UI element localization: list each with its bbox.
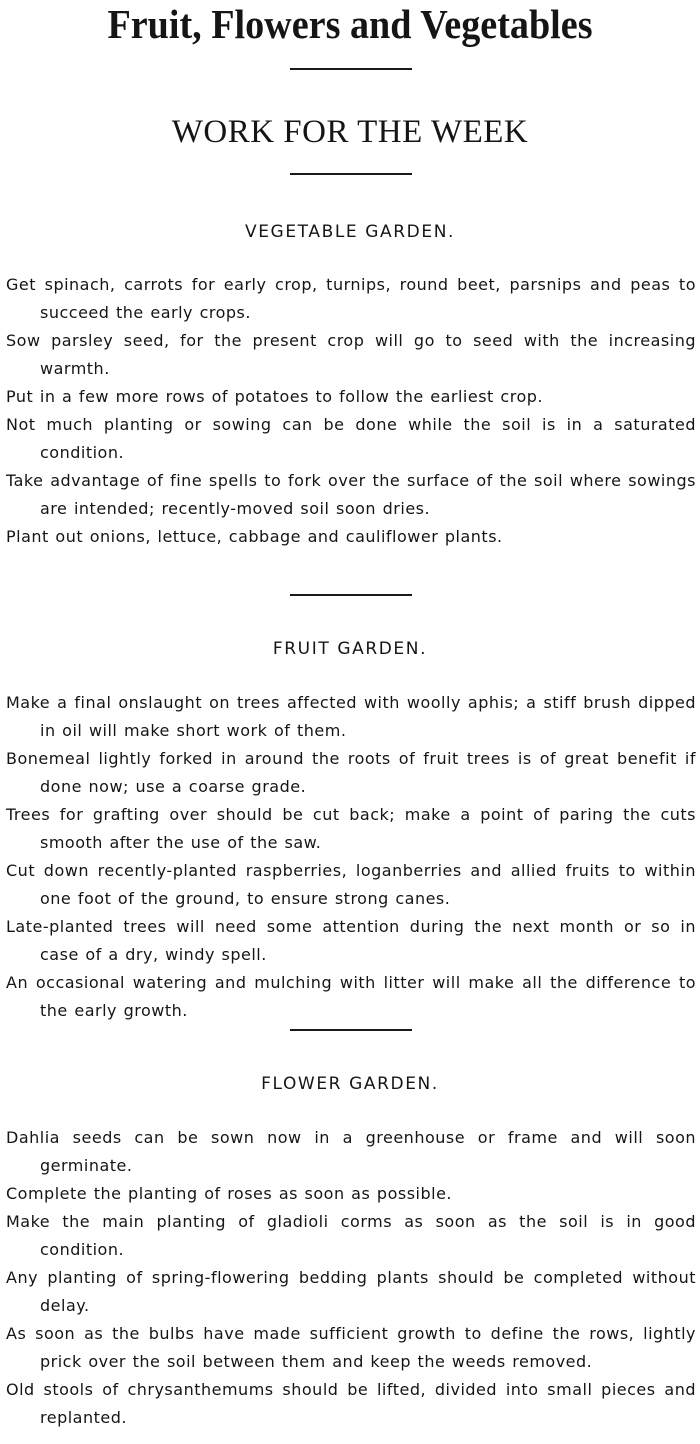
flower-garden-list [6,1124,696,1432]
section-divider [290,594,412,596]
page-title: Fruit, Flowers and Vegetables [107,1,593,47]
list-item: Get spinach, carrots for early crop, turnips, round beet, parsnips and peas to succeed the early crops. [6,275,696,322]
list-item: An occasional watering and mulching with litter will make all the difference to the early growth. [6,973,696,1020]
list-item: Any planting of spring-flowering bedding plants should be completed without delay. [6,1268,696,1315]
list-item: Take advantage of fine spells to fork over the surface of the soil where sowings are intended; recently-moved soil soon dries. [6,471,696,518]
list-item: Complete the planting of roses as soon as possible. [6,1184,452,1203]
list-item: Late-planted trees will need some attention during the next month or so in case of a dry, windy spell. [6,917,696,964]
list-item: Plant out onions, lettuce, cabbage and cauliflower plants. [6,527,503,546]
fruit-garden-list [6,689,696,1025]
section-heading-flower-garden: FLOWER GARDEN. [261,1074,439,1094]
list-item: Old stools of chrysanthemums should be lifted, divided into small pieces and replanted. [6,1380,696,1427]
list-item: As soon as the bulbs have made sufficient growth to define the rows, lightly prick over the soil between them and keep the weeds removed. [6,1324,696,1371]
list-item: Put in a few more rows of potatoes to follow the earliest crop. [6,387,543,406]
list-item: Bonemeal lightly forked in around the roots of fruit trees is of great benefit if done now; use a coarse grade. [6,749,696,796]
list-item: Trees for grafting over should be cut back; make a point of paring the cuts smooth after the use of the saw. [6,805,696,852]
section-heading-fruit-garden: FRUIT GARDEN. [272,639,428,659]
section-heading-vegetable-garden: VEGETABLE GARDEN. [244,222,456,242]
list-item: Make a final onslaught on trees affected with woolly aphis; a stiff brush dipped in oil will make short work of them. [6,693,696,740]
vegetable-garden-list [6,271,696,551]
page-subtitle: WORK FOR THE WEEK [171,114,529,150]
title-divider [290,68,412,70]
list-item: Dahlia seeds can be sown now in a greenhouse or frame and will soon germinate. [6,1128,696,1175]
list-item: Cut down recently-planted raspberries, loganberries and allied fruits to within one foot of the ground, to ensure strong canes. [6,861,696,908]
list-item: Make the main planting of gladioli corms as soon as the soil is in good condition. [6,1212,696,1259]
list-item: Sow parsley seed, for the present crop will go to seed with the increasing warmth. [6,331,696,378]
list-item: Not much planting or sowing can be done while the soil is in a saturated condition. [6,415,696,462]
section-divider [290,1029,412,1031]
subtitle-divider [290,173,412,175]
